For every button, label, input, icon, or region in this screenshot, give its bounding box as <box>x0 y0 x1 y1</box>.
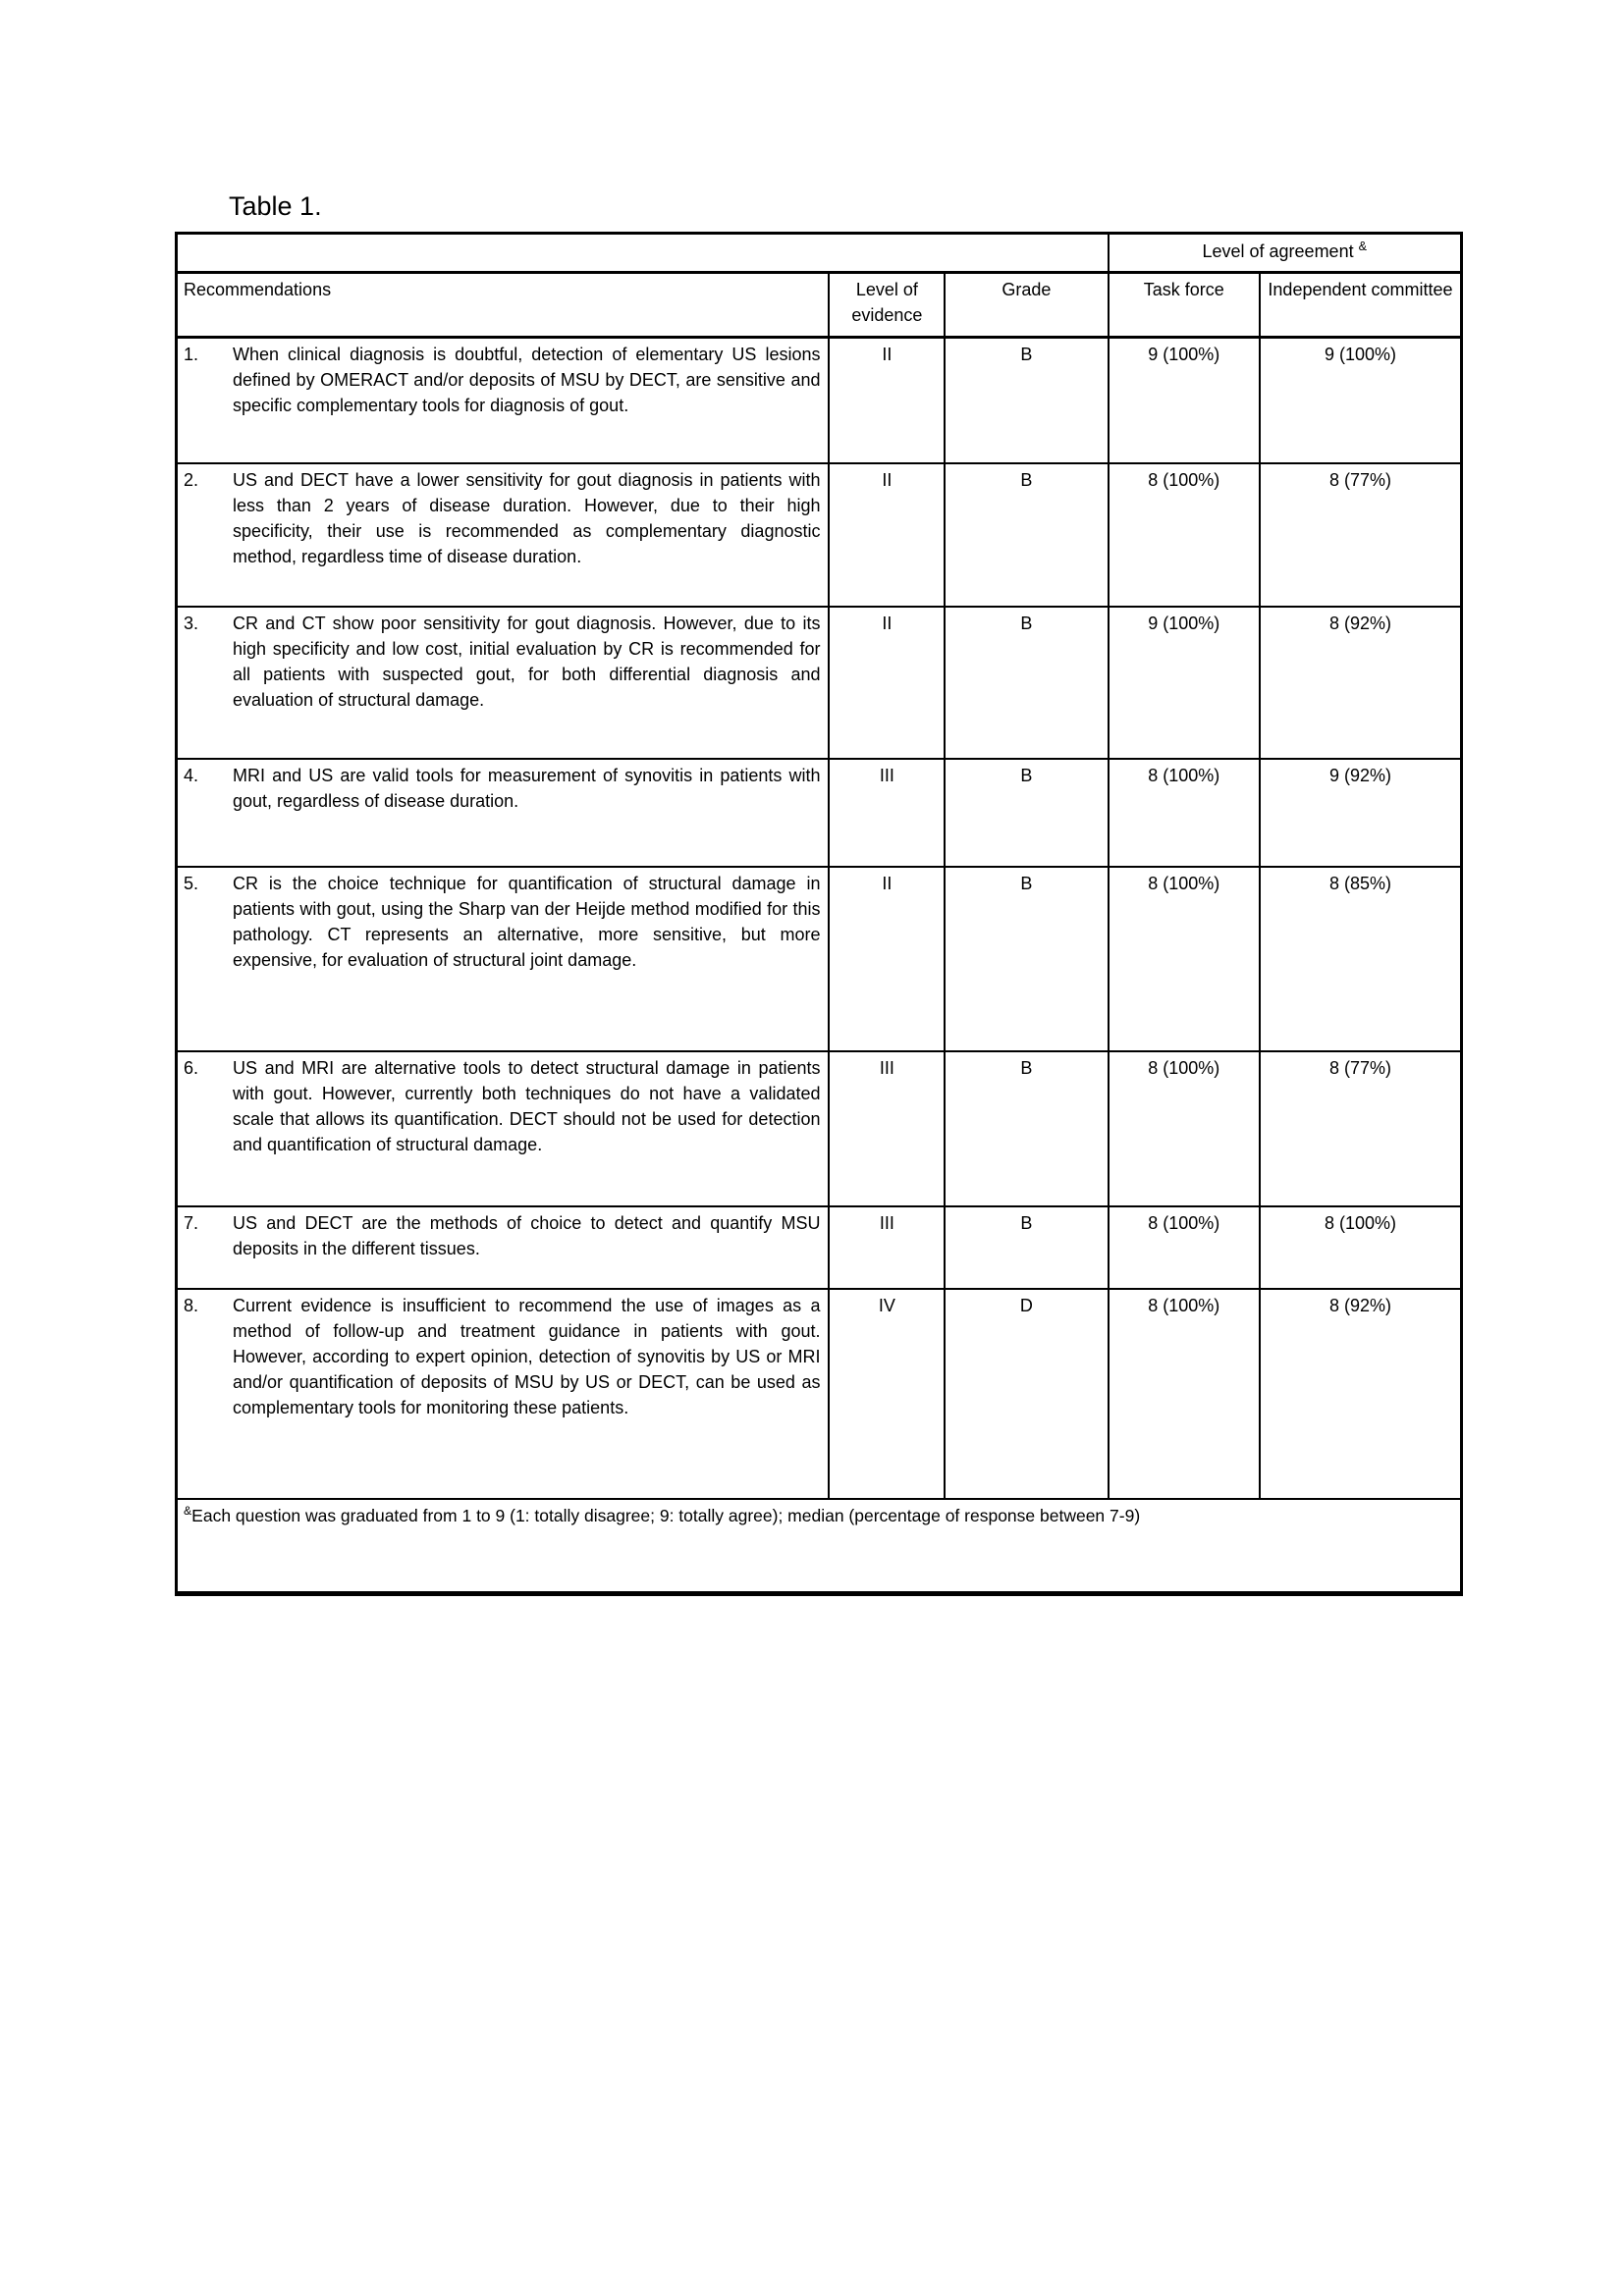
recommendation-text: When clinical diagnosis is doubtful, detection of elementary US lesions defined by OMERACT and/or deposits of MSU by DECT, are sensitive and specific complementary tools for diagnosis of gout. <box>233 345 821 415</box>
evidence-cell: II <box>829 607 945 759</box>
recommendation-text: Current evidence is insufficient to recommend the use of images as a method of follow-up and treatment guidance in patients with gout. However, according to expert opinion, detection of synovitis by US or MRI and/or quantification of deposits of MSU by US or DECT, can be used as complementary tools for monitoring these patients. <box>233 1295 821 1417</box>
table-row <box>177 463 1462 607</box>
row-number: 8. <box>184 1295 199 1315</box>
grade-cell: B <box>945 338 1108 463</box>
evidence-cell: II <box>829 338 945 463</box>
evidence-cell: II <box>829 867 945 1051</box>
table-row <box>177 338 1462 463</box>
table-row <box>177 867 1462 1051</box>
grade-cell: B <box>945 1051 1108 1206</box>
evidence-cell: II <box>829 463 945 607</box>
recommendations-column-header: Recommendations <box>177 273 830 338</box>
task-force-cell: 9 (100%) <box>1109 338 1260 463</box>
table-row <box>177 1051 1462 1206</box>
recommendation-cell <box>177 607 830 759</box>
blank-header-cell <box>177 234 1109 273</box>
committee-cell: 8 (100%) <box>1260 1206 1462 1289</box>
task-force-column-header: Task force <box>1109 273 1260 338</box>
row-number: 2. <box>184 469 199 490</box>
table-row <box>177 1289 1462 1499</box>
evidence-cell: IV <box>829 1289 945 1499</box>
committee-cell: 8 (85%) <box>1260 867 1462 1051</box>
level-of-agreement-label: Level of agreement <box>1202 241 1354 261</box>
recommendation-cell <box>177 1051 830 1206</box>
evidence-column-header: Level of evidence <box>829 273 945 338</box>
evidence-cell: III <box>829 1206 945 1289</box>
row-number: 4. <box>184 765 199 785</box>
level-of-agreement-header <box>1109 234 1462 273</box>
column-header-row <box>177 273 1462 338</box>
evidence-cell: III <box>829 1051 945 1206</box>
recommendation-cell <box>177 1206 830 1289</box>
recommendations-table <box>175 232 1463 1596</box>
recommendation-cell <box>177 338 830 463</box>
agreement-header-row <box>177 234 1462 273</box>
recommendation-text: MRI and US are valid tools for measurement of synovitis in patients with gout, regardless of disease duration. <box>233 765 821 811</box>
grade-cell: B <box>945 1206 1108 1289</box>
committee-column-header: Independent committee <box>1260 273 1462 338</box>
agreement-footnote-marker: & <box>1358 240 1368 253</box>
recommendation-cell <box>177 1289 830 1499</box>
grade-cell: B <box>945 867 1108 1051</box>
recommendation-text: US and DECT have a lower sensitivity for gout diagnosis in patients with less than 2 years of disease duration. However, due to their high specificity, their use is recommended as complementary diagnostic method, regardless time of disease duration. <box>233 469 821 566</box>
grade-cell: B <box>945 759 1108 867</box>
table-row <box>177 1206 1462 1289</box>
row-number: 1. <box>184 345 199 364</box>
grade-cell: B <box>945 607 1108 759</box>
committee-cell: 9 (92%) <box>1260 759 1462 867</box>
recommendation-text: CR and CT show poor sensitivity for gout diagnosis. However, due to its high specificity and low cost, initial evaluation by CR is recommended for all patients with suspected gout, for both differential diagnosis and evaluation of structural damage. <box>233 613 821 710</box>
task-force-cell: 8 (100%) <box>1109 1289 1260 1499</box>
footnote-text: Each question was graduated from 1 to 9 (1: totally disagree; 9: totally agree); median (percentage of response between 7-9) <box>191 1505 1141 1525</box>
committee-cell: 8 (77%) <box>1260 463 1462 607</box>
evidence-cell: III <box>829 759 945 867</box>
row-number: 6. <box>184 1057 199 1078</box>
table-row <box>177 607 1462 759</box>
recommendation-text: CR is the choice technique for quantification of structural damage in patients with gout, using the Sharp van der Heijde method modified for this pathology. CT represents an alternative, more sensitive, but more expensive, for evaluation of structural joint damage. <box>233 873 821 970</box>
task-force-cell: 8 (100%) <box>1109 759 1260 867</box>
committee-cell: 8 (92%) <box>1260 1289 1462 1499</box>
task-force-cell: 9 (100%) <box>1109 607 1260 759</box>
grade-cell: B <box>945 463 1108 607</box>
row-number: 3. <box>184 613 199 633</box>
committee-cell: 9 (100%) <box>1260 338 1462 463</box>
footnote-row <box>177 1499 1462 1594</box>
table-title: Table 1. <box>229 191 322 221</box>
grade-column-header: Grade <box>945 273 1108 338</box>
task-force-cell: 8 (100%) <box>1109 867 1260 1051</box>
table-row <box>177 759 1462 867</box>
task-force-cell: 8 (100%) <box>1109 463 1260 607</box>
recommendation-text: US and MRI are alternative tools to detect structural damage in patients with gout. However, currently both techniques do not have a validated scale that allows its quantification. DECT should not be used for detection and quantification of structural damage. <box>233 1057 821 1154</box>
recommendation-cell <box>177 759 830 867</box>
grade-cell: D <box>945 1289 1108 1499</box>
task-force-cell: 8 (100%) <box>1109 1206 1260 1289</box>
recommendation-cell <box>177 867 830 1051</box>
committee-cell: 8 (92%) <box>1260 607 1462 759</box>
row-number: 7. <box>184 1212 199 1233</box>
task-force-cell: 8 (100%) <box>1109 1051 1260 1206</box>
row-number: 5. <box>184 873 199 893</box>
recommendation-text: US and DECT are the methods of choice to detect and quantify MSU deposits in the different tissues. <box>233 1212 821 1258</box>
footnote-marker: & <box>184 1503 192 1518</box>
committee-cell: 8 (77%) <box>1260 1051 1462 1206</box>
footnote-cell <box>177 1499 1462 1594</box>
recommendation-cell <box>177 463 830 607</box>
